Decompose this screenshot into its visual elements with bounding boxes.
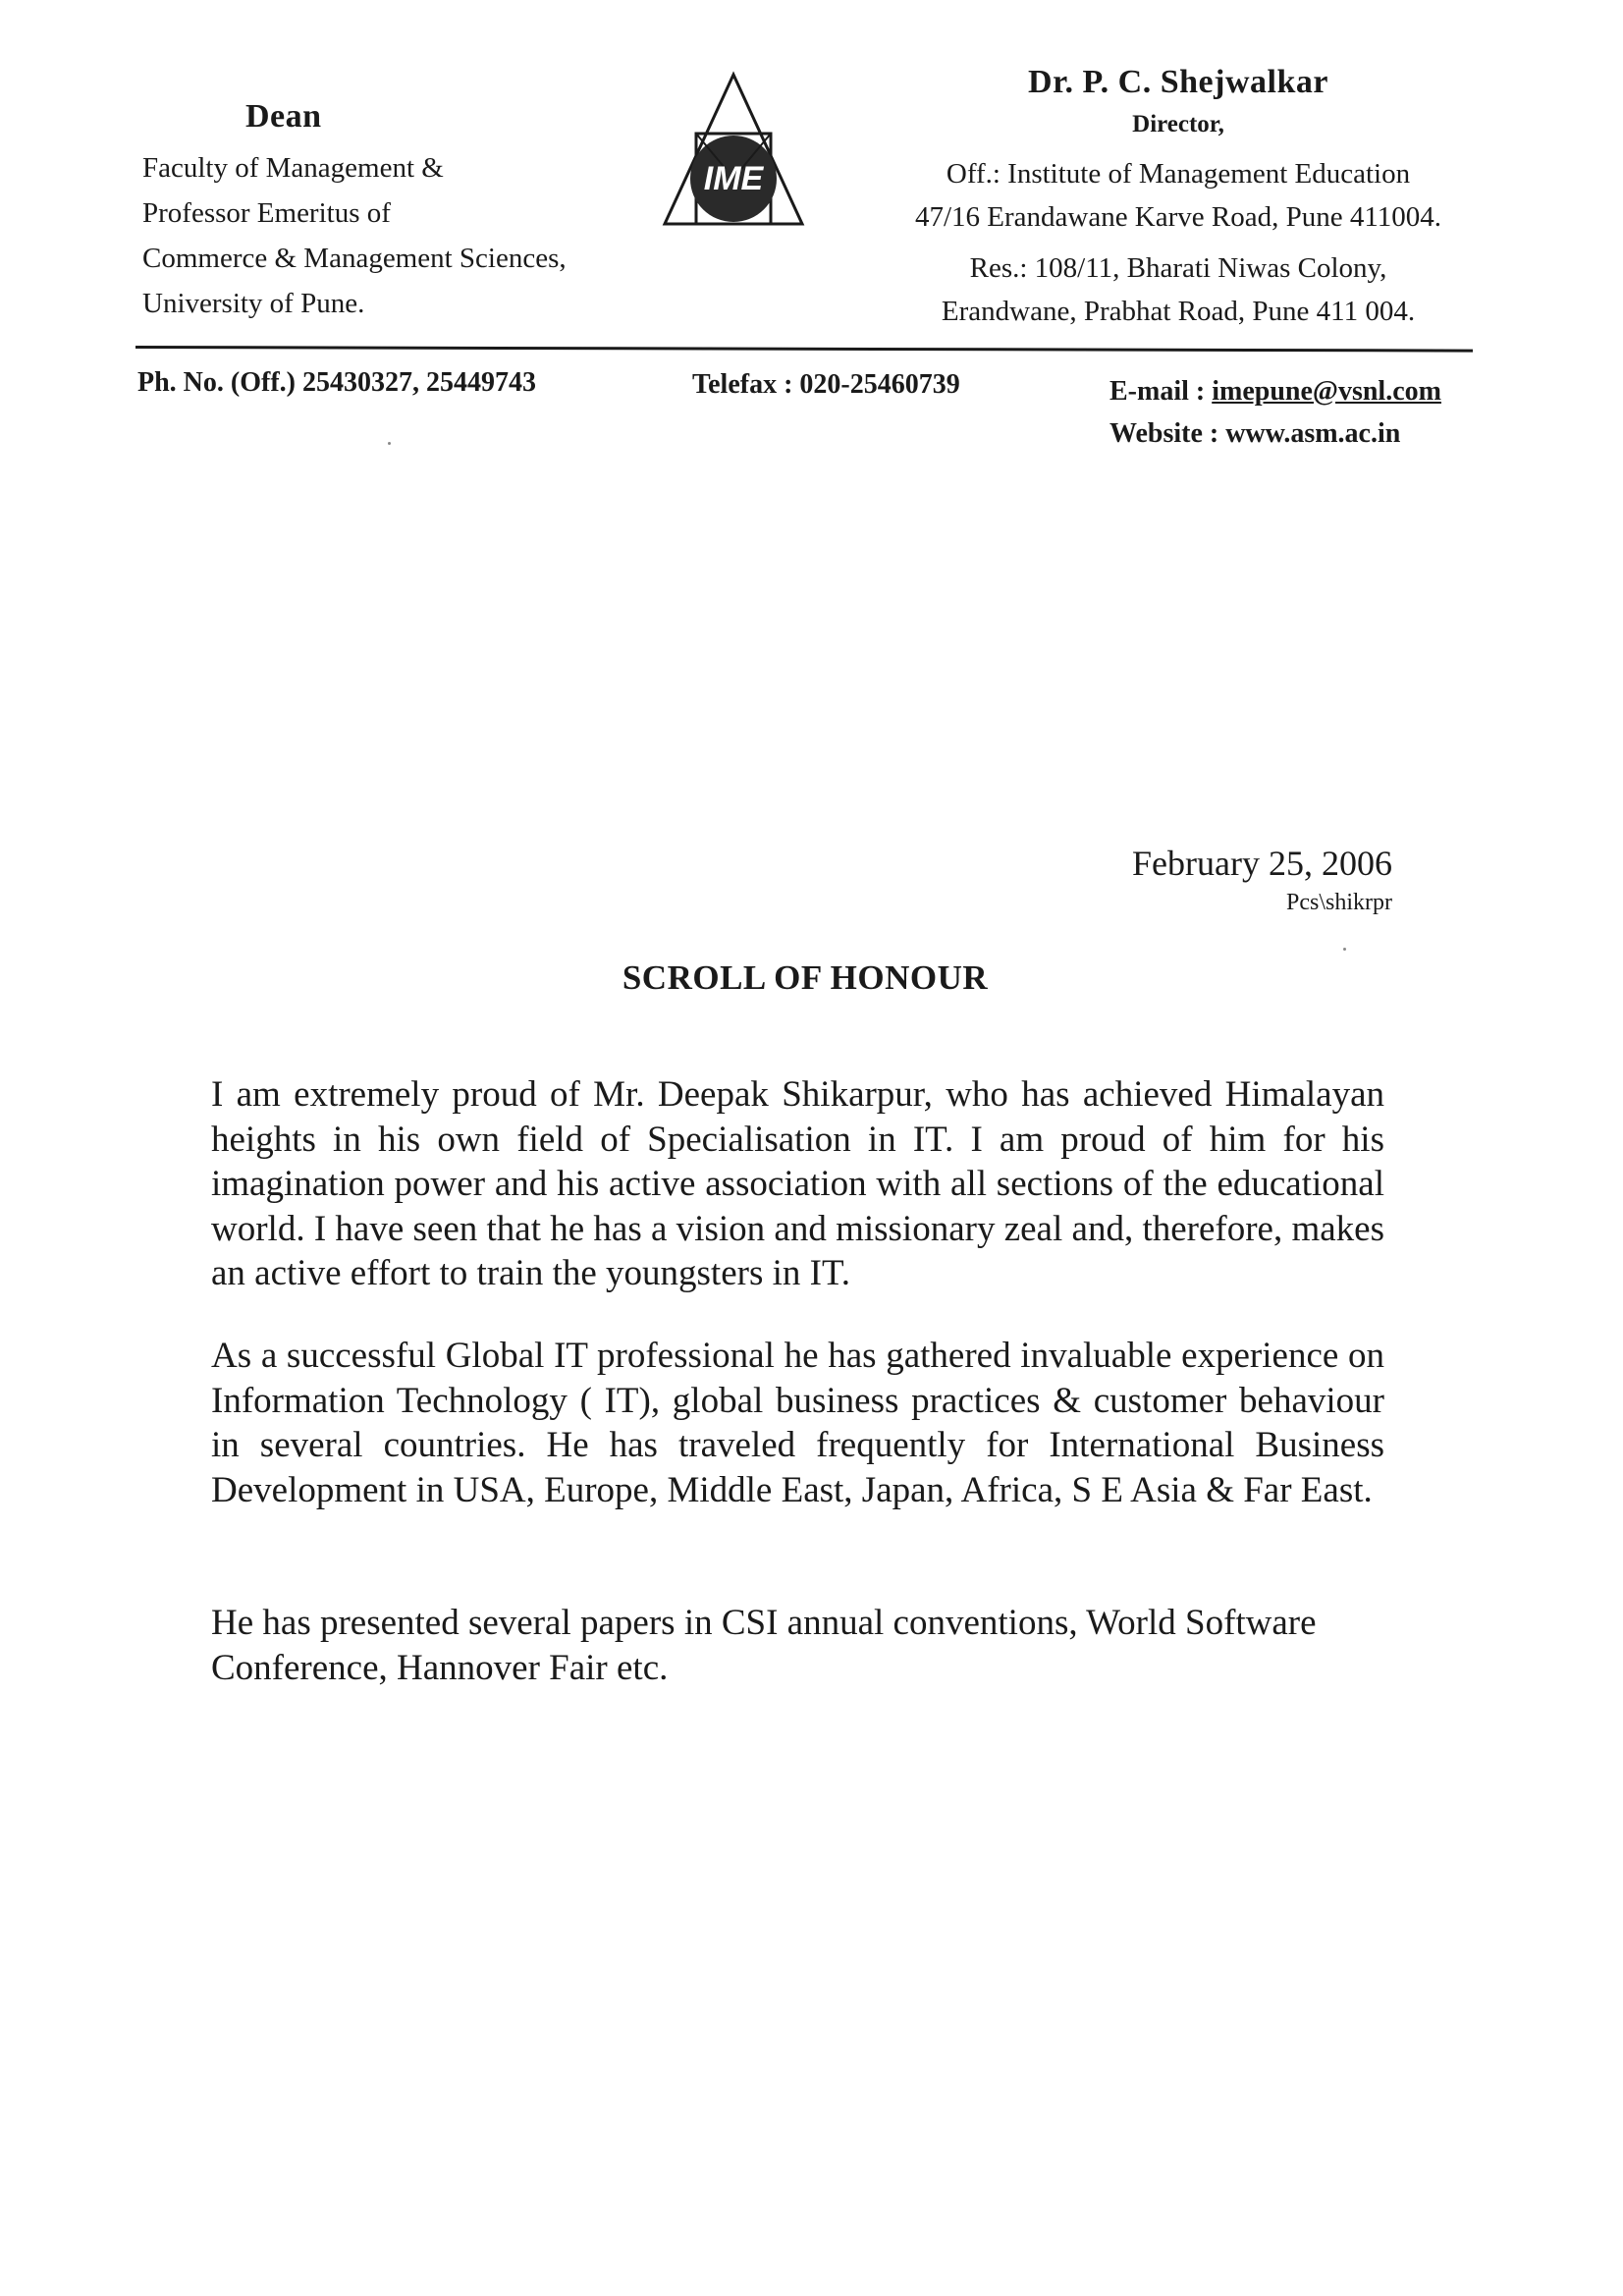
- director-role: Director,: [1132, 111, 1224, 137]
- body-paragraph: He has presented several papers in CSI annual conventions, World Software Conference, Hannover Fair etc.: [211, 1603, 1317, 1688]
- letterhead-right: [884, 64, 1473, 333]
- website: Website : www.asm.ac.in: [1109, 418, 1401, 449]
- letterhead-left-line: University of Pune.: [142, 288, 365, 319]
- telefax: Telefax : 020-25460739: [692, 369, 960, 400]
- reference-code: Pcs\shikrpr: [1286, 890, 1392, 915]
- letterhead-left-line: Commerce & Management Sciences,: [142, 243, 567, 274]
- letterhead-left-line: Professor Emeritus of: [142, 197, 391, 229]
- logo-text: IME: [703, 160, 764, 197]
- letter-date: February 25, 2006: [1132, 844, 1392, 883]
- ime-logo: [653, 69, 815, 231]
- office-address-line: 47/16 Erandawane Karve Road, Pune 411004.: [914, 201, 1442, 233]
- body-paragraph: I am extremely proud of Mr. Deepak Shikarpur, who has achieved Himalayan heights in his own field of Specialisation in IT. I am proud of him for his imagination power and his active association with all sections of the educational world. I have seen that he has a vision and missionary zeal and, therefore, makes an active effort to train the youngsters in IT.: [211, 1074, 1384, 1293]
- letterhead-left-line: Faculty of Management &: [142, 152, 444, 184]
- letter-title: SCROLL OF HONOUR: [622, 958, 989, 997]
- body-paragraph: As a successful Global IT professional he has gathered invaluable experience on Information Technology ( IT), global business practices & customer behaviour in several countries. He has traveled frequently for International Business Development in USA, Europe, Middle East, Japan, Africa, S E Asia & Far East.: [211, 1336, 1384, 1510]
- scan-speck: [388, 442, 391, 445]
- email-line: [1109, 376, 1441, 408]
- letterhead-divider: [135, 346, 1473, 353]
- letterhead-left: [142, 98, 653, 326]
- residence-address-line: Res.: 108/11, Bharati Niwas Colony,: [969, 252, 1387, 284]
- phone-numbers: Ph. No. (Off.) 25430327, 25449743: [137, 367, 536, 398]
- scan-speck: [1343, 948, 1346, 951]
- dean-title: Dean: [245, 98, 322, 135]
- email-label: E-mail :: [1109, 376, 1213, 407]
- director-name: Dr. P. C. Shejwalkar: [1028, 64, 1328, 100]
- email-address: imepune@vsnl.com: [1212, 376, 1441, 407]
- office-address-line: Off.: Institute of Management Education: [946, 158, 1411, 190]
- residence-address-line: Erandwane, Prabhat Road, Pune 411 004.: [941, 296, 1416, 327]
